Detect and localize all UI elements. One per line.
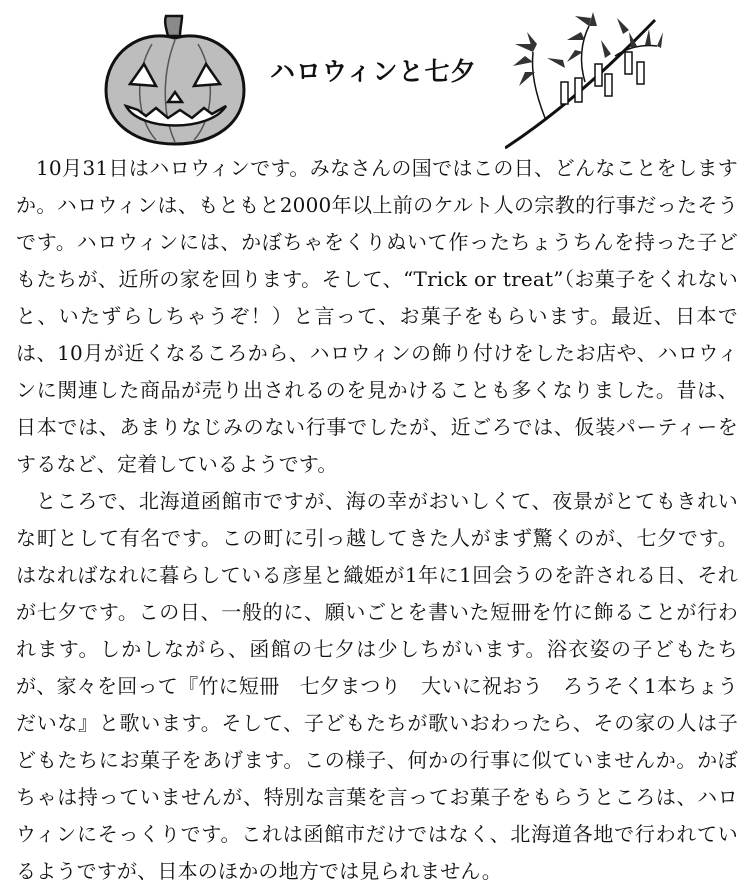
tanabata-bamboo-illustration xyxy=(505,12,665,152)
jack-o-lantern-illustration xyxy=(100,14,250,146)
article-body xyxy=(16,150,738,890)
page-title: ハロウィンと七夕 xyxy=(270,57,477,86)
paragraph-tanabata: ところで、北海道函館市ですが、海の幸がおいしくて、夜景がとてもきれいな町として有名です。この町に引っ越してきた人がまず驚くのが、七夕です。はなればなれに暮らしている彦星と織姫が1年に1回会うのを許される日、それが七夕です。この日、一般的に、願いごとを書いた短冊を竹に飾ることが行われます。しかしながら、函館の七夕は少しちがいます。浴衣姿の子どもたちが、家々を回って『竹に短冊 七夕まつり 大いに祝おう ろうそく1本ちょうだいな』と歌います。そして、子どもたちが歌いおわったら、その家の人は子どもたちにお菓子をあげます。この様子、何かの行事に似ていませんか。かぼちゃは持っていませんが、特別な言葉を言ってお菓子をもらうところは、ハロウィンにそっくりです。これは函館市だけではなく、北海道各地で行われているようですが、日本のほかの地方では見られません。 xyxy=(16,489,738,883)
paragraph-halloween: 10月31日はハロウィンです。みなさんの国ではこの日、どんなことをしますか。ハロウィンは、もともと2000年以上前のケルト人の宗教的行事だったそうです。ハロウィンには、かぼちゃをくりぬいて作ったちょうちんを持った子どもたちが、近所の家を回ります。そして、“Trick or treat”（お菓子をくれないと、いたずらしちゃうぞ！）と言って、お菓子をもらいます。最近、日本では、10月が近くなるころから、ハロウィンの飾り付けをしたお店や、ハロウィンに関連した商品が売り出されるのを見かけることも多くなりました。昔は、日本では、あまりなじみのない行事でしたが、近ごろでは、仮装パーティーをするなど、定着しているようです。 xyxy=(16,156,738,476)
